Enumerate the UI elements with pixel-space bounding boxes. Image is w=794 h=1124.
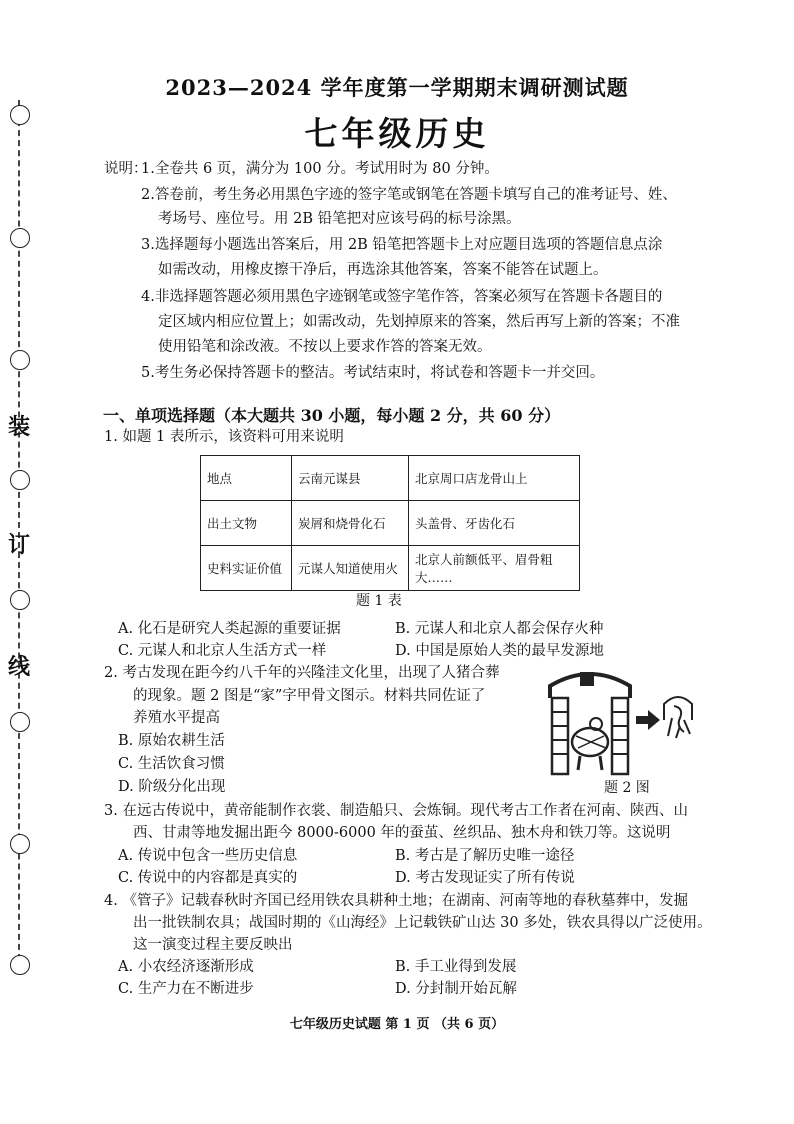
binding-char-ding: 订 [8, 533, 31, 558]
q2-stem: 2. 考古发现在距今约八千年的兴隆洼文化里，出现了人猪合葬 [104, 665, 500, 681]
binding-char-xian: 线 [8, 655, 31, 680]
binding-char-zhuang: 装 [8, 415, 31, 440]
instruction-3-cont: 如需改动，用橡皮擦干净后，再选涂其他答案，答案不能答在试题上。 [158, 262, 608, 278]
q2-option-c: C. 生活饮食习惯 [118, 756, 225, 772]
q4-option-c: C. 生产力在不断进步 [118, 981, 254, 997]
q3-option-a: A. 传说中包含一些历史信息 [118, 848, 298, 864]
table-cell: 元谋人知道使用火 [292, 546, 409, 591]
q3-option-c: C. 传说中的内容都是真实的 [118, 870, 298, 886]
q4-option-d: D. 分封制开始瓦解 [395, 981, 517, 997]
instruction-4-cont: 使用铅笔和涂改液。不按以上要求作答的答案无效。 [158, 339, 492, 355]
table-cell: 炭屑和烧骨化石 [292, 501, 409, 546]
table-row [201, 546, 580, 591]
exam-title: 2023—2024 学年度第一学期期末调研测试题 [165, 75, 629, 100]
q1-table [200, 455, 580, 591]
table-cell: 史料实证价值 [201, 546, 292, 591]
binding-hole [10, 590, 30, 610]
q2-stem-cont: 的现象。题 2 图是“家”字甲骨文图示。材料共同佐证了 [133, 688, 486, 704]
arrow-icon [636, 710, 660, 730]
q1-caption: 题 1 表 [356, 593, 402, 609]
table-row [201, 501, 580, 546]
binding-hole [10, 228, 30, 248]
table-cell: 出土文物 [201, 501, 292, 546]
binding-hole [10, 470, 30, 490]
instruction-3: 3.选择题每小题选出答案后，用 2B 铅笔把答题卡上对应题目选项的答题信息点涂 [141, 237, 663, 253]
instruction-4: 4.非选择题答题必须用黑色字迹钢笔或签字笔作答，答案必须写在答题卡各题目的 [141, 289, 663, 305]
q3-option-b: B. 考古是了解历史唯一途径 [395, 848, 575, 864]
q2-option-a: 养殖水平提高 [133, 710, 220, 726]
table-cell: 头盖骨、牙齿化石 [409, 501, 580, 546]
q1-option-a: A. 化石是研究人类起源的重要证据 [118, 621, 341, 637]
binding-hole [10, 350, 30, 370]
q4-option-a: A. 小农经济逐渐形成 [118, 959, 254, 975]
q1-stem: 1. 如题 1 表所示，该资料可用来说明 [104, 429, 344, 445]
section-heading: 一、单项选择题（本大题共 30 小题，每小题 2 分，共 60 分） [103, 406, 561, 425]
q3-stem: 3. 在远古传说中，黄帝能制作衣裳、制造船只、会炼铜。现代考古工作者在河南、陕西、山 [104, 803, 688, 819]
table-cell: 北京周口店龙骨山上 [409, 456, 580, 501]
q2-option-b: B. 原始农耕生活 [118, 733, 225, 749]
instruction-5: 5.考生务必保持答题卡的整洁。考试结束时，将试卷和答题卡一并交回。 [141, 365, 605, 381]
table-cell: 云南元谋县 [292, 456, 409, 501]
instruction-2: 2.答卷前，考生务必用黑色字迹的签字笔或钢笔在答题卡填写自己的准考证号、姓、 [141, 187, 677, 203]
jia-oracle-bone-figure [544, 660, 694, 776]
instructions-label: 说明： [104, 161, 148, 177]
binding-margin [6, 100, 36, 980]
q4-stem: 4. 《管子》记载春秋时齐国已经用铁农具耕种土地；在湖南、河南等地的春秋墓葬中，发掘 [104, 893, 688, 909]
q1-option-b: B. 元谋人和北京人都会保存火种 [395, 621, 604, 637]
q4-stem-cont: 出一批铁制农具；战国时期的《山海经》上记载铁矿山达 30 多处，铁农具得以广泛使用。 [133, 915, 712, 931]
q3-stem-cont: 西、甘肃等地发掘出距今 8000-6000 年的蚕茧、丝织品、独木舟和铁刀等。这说明 [133, 825, 671, 841]
roof-chimney [580, 672, 594, 686]
instruction-4-cont: 定区域内相应位置上；如需改动，先划掉原来的答案，然后再写上新的答案；不准 [158, 314, 680, 330]
q1-option-c: C. 元谋人和北京人生活方式一样 [118, 643, 327, 659]
q3-option-d: D. 考古发现证实了所有传说 [395, 870, 575, 886]
instruction-2-cont: 考场号、座位号。用 2B 铅笔把对应该号码的标号涂黑。 [158, 211, 521, 227]
q4-option-b: B. 手工业得到发展 [395, 959, 517, 975]
table-row [201, 456, 580, 501]
table-cell: 地点 [201, 456, 292, 501]
binding-hole [10, 834, 30, 854]
instruction-1: 1.全卷共 6 页，满分为 100 分。考试用时为 80 分钟。 [141, 161, 499, 177]
q4-stem-cont: 这一演变过程主要反映出 [133, 937, 293, 953]
q2-caption: 题 2 图 [604, 780, 650, 796]
table-cell: 北京人前额低平、眉骨粗大…… [409, 546, 580, 591]
subject-title: 七年级历史 [304, 114, 490, 153]
binding-hole [10, 712, 30, 732]
page-footer: 七年级历史试题 第 1 页 （共 6 页） [289, 1017, 505, 1032]
q1-option-d: D. 中国是原始人类的最早发源地 [395, 643, 604, 659]
binding-hole [10, 955, 30, 975]
q2-option-d: D. 阶级分化出现 [118, 779, 226, 795]
